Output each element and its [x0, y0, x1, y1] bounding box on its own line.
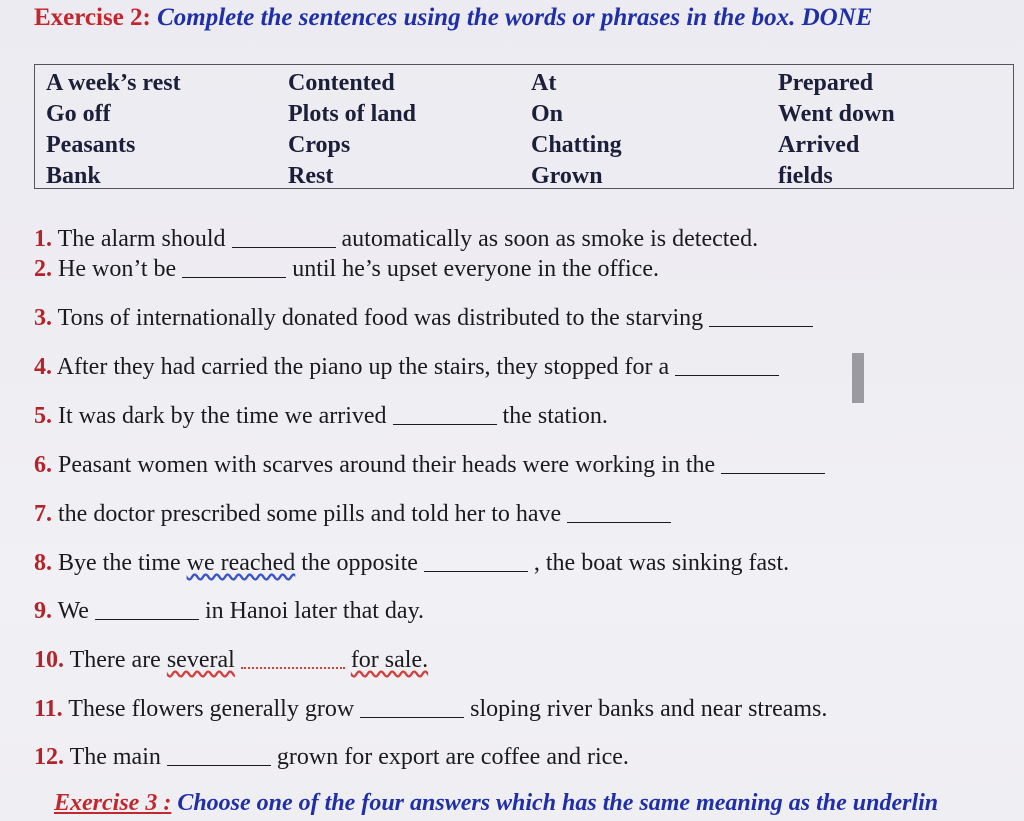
sentence-number: 9. — [34, 598, 52, 624]
answer-blank[interactable] — [567, 521, 671, 523]
sentence-text: until he’s upset everyone in the office. — [292, 256, 659, 282]
sentence-number: 12. — [34, 744, 64, 770]
answer-blank[interactable] — [182, 276, 286, 278]
word-box-item: Bank — [46, 163, 101, 189]
sentence-10 — [34, 647, 428, 674]
sentence-text: The main — [69, 744, 161, 770]
sentence-6 — [34, 452, 831, 479]
sentence-number: 6. — [34, 452, 52, 478]
sentence-text: in Hanoi later that day. — [204, 598, 425, 624]
sentence-text: He won’t be — [58, 256, 177, 282]
word-box-item: At — [531, 70, 557, 96]
word-box-item: Go off — [46, 101, 111, 127]
sentence-text: After they had carried the piano up the stairs, they stopped for a — [56, 354, 670, 380]
sentence-1 — [34, 226, 758, 253]
answer-blank[interactable] — [232, 246, 336, 248]
sentence-text: We — [57, 598, 89, 624]
answer-blank[interactable] — [360, 716, 464, 718]
sentence-text: It was dark by the time we arrived — [58, 403, 387, 429]
sentence-text: Bye the time — [58, 550, 181, 576]
word-box-item: Crops — [288, 132, 351, 158]
word-box-item: Contented — [288, 70, 395, 96]
word-box-item: Plots of land — [288, 101, 417, 127]
sentence-text: grown for export are coffee and rice. — [276, 744, 629, 770]
answer-blank[interactable] — [167, 764, 271, 766]
exercise-3-instruction: Choose one of the four answers which has the same meaning as the underlin — [177, 790, 939, 816]
sentence-number: 2. — [34, 256, 52, 282]
sentence-number: 1. — [34, 226, 52, 252]
exercise-2-instruction: Complete the sentences using the words or phrases in the box. DONE — [157, 4, 873, 31]
exercise-3-heading — [54, 790, 938, 817]
sentence-text: There are — [69, 647, 161, 673]
sentence-5 — [34, 403, 608, 430]
sentence-number: 10. — [34, 647, 64, 673]
answer-blank[interactable] — [721, 472, 825, 474]
word-box-item: Peasants — [46, 132, 136, 158]
sentence-9 — [34, 598, 424, 625]
text-cursor-marker — [852, 353, 864, 403]
exercise-2-heading — [34, 4, 872, 32]
answer-blank[interactable] — [424, 570, 528, 572]
word-box-item: Went down — [778, 101, 895, 127]
answer-blank[interactable] — [241, 666, 345, 669]
sentence-11 — [34, 696, 827, 723]
spellcheck-underlined-text: several — [166, 647, 235, 673]
word-box-item: Grown — [531, 163, 603, 189]
sentence-text: Peasant women with scarves around their heads were working in the — [58, 452, 716, 478]
exercise-3-label: Exercise 3 : — [54, 790, 172, 816]
sentence-text: , the boat was sinking fast. — [533, 550, 790, 576]
sentence-8 — [34, 550, 789, 577]
sentence-text: sloping river banks and near streams. — [470, 696, 828, 722]
answer-blank[interactable] — [709, 325, 813, 327]
sentence-text: Tons of internationally donated food was distributed to the starving — [57, 305, 704, 331]
word-box — [34, 64, 1014, 189]
word-box-item: Chatting — [531, 132, 622, 158]
word-box-item: Arrived — [778, 132, 860, 158]
sentence-number: 5. — [34, 403, 52, 429]
word-box-item: Rest — [288, 163, 334, 189]
exercise-2-label: Exercise 2: — [34, 4, 151, 31]
spellcheck-underlined-text: we reached — [186, 550, 296, 576]
sentence-number: 3. — [34, 305, 52, 331]
sentence-text: the doctor prescribed some pills and told her to have — [58, 501, 562, 527]
word-box-item: A week’s rest — [46, 70, 181, 96]
sentence-3 — [34, 305, 819, 332]
word-box-item: fields — [778, 163, 833, 189]
sentence-2 — [34, 256, 659, 283]
sentence-text: the station. — [502, 403, 608, 429]
word-box-item: Prepared — [778, 70, 874, 96]
sentence-text: These flowers generally grow — [68, 696, 355, 722]
sentence-12 — [34, 744, 629, 771]
sentence-7 — [34, 501, 677, 528]
answer-blank[interactable] — [675, 374, 779, 376]
answer-blank[interactable] — [95, 618, 199, 620]
sentence-number: 7. — [34, 501, 52, 527]
answer-blank[interactable] — [393, 423, 497, 425]
sentence-4 — [34, 354, 785, 381]
sentence-text: for sale. — [350, 647, 429, 673]
sentence-text: The alarm should — [57, 226, 226, 252]
sentence-number: 8. — [34, 550, 52, 576]
sentence-text: automatically as soon as smoke is detected. — [341, 226, 759, 252]
sentence-text: the opposite — [301, 550, 418, 576]
sentence-number: 4. — [34, 354, 52, 380]
sentence-number: 11. — [34, 696, 63, 722]
word-box-item: On — [531, 101, 564, 127]
